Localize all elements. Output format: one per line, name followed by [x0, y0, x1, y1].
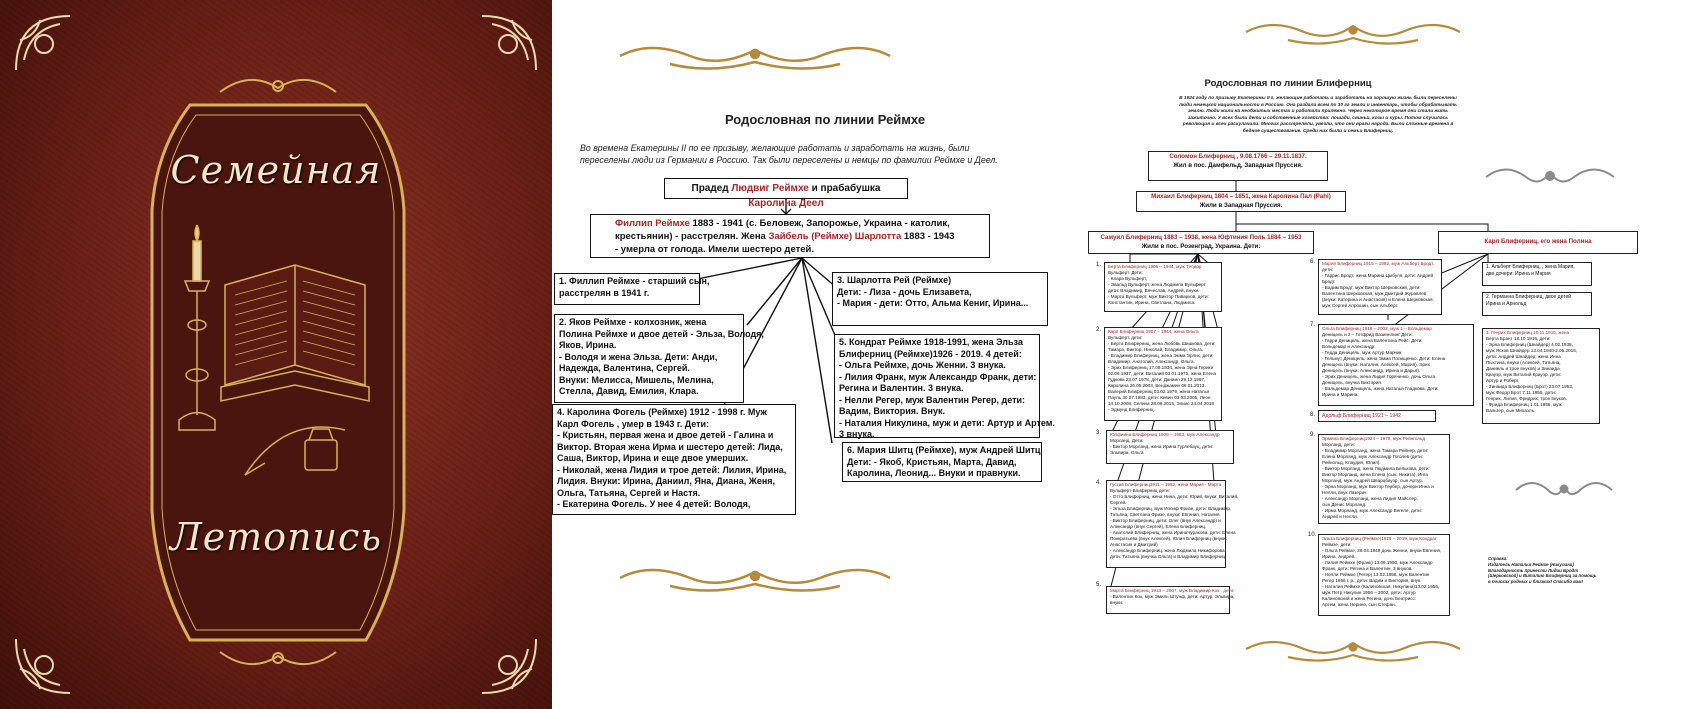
child-line: Вальтер, сын Михаэль.: [1486, 408, 1536, 413]
intro-line: Во времена Екатерины II по ее призыву, желающие работать и заработать на жизнь, были: [580, 143, 970, 153]
child-line: Стелла, Давид, Емилия, Клара.: [559, 386, 699, 396]
child-box-berta: [1104, 262, 1222, 312]
reference-note: [1488, 556, 1597, 585]
child-line: расстрелян в 1941 г.: [559, 287, 650, 298]
child-box-1: [554, 273, 710, 305]
child-line: Эрмина Блиферниц1924 – 1979, муж Рейнгольд: [1322, 436, 1426, 441]
child-box-2: [554, 314, 764, 403]
child-line: Юлфиина Блиферниц 1909 – 1983, муж Александр: [1110, 432, 1220, 437]
child-line: - Виктор Морланд, жена Людмила Белькова, дети:: [1322, 466, 1430, 471]
child-line: - Эрих Деницель, жена Лидия Горяченко, дочь Ольга: [1322, 374, 1436, 379]
child-box-3: [832, 272, 1048, 326]
child-line: 14.10.2008, Селина 28.08.2015, Элиас 24.04.2018: [1108, 401, 1214, 406]
child-line: дети: Андрей Шнайдер, жена Инна: [1486, 354, 1561, 359]
child-box-4: [552, 404, 796, 515]
child-line: - Виктор Морланд, жена Ирина Гурлебауц, дети:: [1110, 444, 1214, 449]
child-line: - Фрида Блиферниц 1.01.1956, муж: [1486, 402, 1562, 407]
child-line: Деницель (внуки: Александр, Ирина и Дарья).: [1322, 368, 1421, 373]
child-line: - Эвальд Вульферт, жена Людмила Вульферт,: [1108, 282, 1207, 287]
intro-line: зажиточно. У всех были дети и собственные хозяйства: лошади, свиньи, козы и куры. Потом случилась: [1187, 115, 1449, 121]
child-line: - Гарри Деницель, жена Валентина Рейс. Дети:: [1322, 338, 1423, 343]
child-line: - Нелли Реймхе (Регер) 13.02.1958, муж Валентин: [1322, 572, 1430, 577]
child-line: Регер 1956 г. р., дети: Вадим и Виктория, внук.: [1322, 578, 1422, 583]
child-line: - Марта Вульферт, муж Виктор Пиварков, дети:: [1108, 294, 1209, 299]
note-line: (Шерковской) и Виталию Блиферниц за помощь: [1488, 573, 1597, 579]
child-line: 3. Генрих Блиферниц 10.11.1915, жена: [1486, 330, 1570, 335]
child-line: Полина Реймхе и двое детей - Эльза, Володя,: [559, 328, 764, 339]
child-line: Блиферниц (Реймхе)1926 - 2019. 4 детей:: [839, 348, 1022, 359]
child-line: Регина и Валентин. 3 внука.: [839, 383, 964, 393]
book-candle-illustration-icon: [175, 215, 385, 485]
page-title: Родословная по линии Блиферниц: [1204, 78, 1372, 89]
child-line: - Эрна Блиферниц (Шнайдер) 4.02.1938,: [1486, 342, 1573, 347]
solomon-box: [1148, 151, 1328, 181]
child-line: Елена Морланд, муж Александр Гоголев (дети:: [1322, 454, 1423, 459]
child-line: дети:: [1322, 267, 1334, 272]
child-line: - Гельмут Деницель, жена Эмма Полищенко. Дети: Елена: [1322, 356, 1446, 361]
child-line: Карл Фогель , умер в 1943 г. Дети:: [557, 418, 710, 429]
child-line: Крауэр, муж Виталий Крауэр, дети:: [1486, 372, 1562, 377]
child-line: - Александр Морланд, жена Лидия Майслер,: [1322, 496, 1418, 501]
child-line: Эльза Блиферниц (Реймхе)1926 – 2019, муж Кондрат: [1322, 536, 1437, 541]
child-line: Густав Блиферниц1911 – 1982, жена Мария - Марта: [1110, 482, 1222, 487]
child-line: - Клара Вульферт,: [1108, 276, 1148, 281]
child-line: - Лилия Франк, муж Александр Франк, дети:: [839, 371, 1037, 382]
child-line: Эльвира, Ольга: [1110, 450, 1144, 455]
child-line: Анастасия и Дмитрий): [1110, 542, 1158, 547]
child-line: Вульферт, дети:: [1108, 335, 1143, 340]
child-line: 1. Альберт Блиферниц, , жена Мария,: [1486, 264, 1575, 270]
intro-line: бедное существование. Среди них были и семьи Блиферниц.: [1242, 128, 1394, 134]
main-name: Филлип Реймхе: [615, 218, 690, 229]
child-line: Владимир, Анатолий, Александр, Ольга.: [1108, 359, 1195, 364]
child-line: Деницель, внучка Виктория.: [1322, 380, 1383, 385]
child-line: - Отто Блиферниц, жена Нина, дети: Юрий, внуки: Виталий,: [1110, 494, 1239, 499]
child-line: Даниель и трое внуков) и Зинаида: [1486, 366, 1560, 371]
child-box-gustav: [1106, 480, 1239, 568]
child-line: - Вальдемар Деницель, жена Наталья Гладкова. Дети:: [1322, 386, 1439, 391]
child-line: - Гаррис Бродт, жена Марина Цыбуля, дети: Андрей: [1322, 273, 1434, 278]
child-line: Лидия. Внуки: Ирина, Даниил, Яна, Диана, Женя,: [557, 476, 776, 486]
child-line: - Александр Блиферниц, жена Людмила Никифорова: [1110, 548, 1225, 553]
child-line: 2. Германна Блиферниц, двое детей: [1486, 294, 1572, 300]
child-line: - Наталия Реймхе (Калиновская, Никулина)13.02.1956,: [1322, 584, 1440, 589]
child-line: Дети: - Якоб, Кристьян, Марта, Давид,: [847, 456, 1017, 467]
ancestor-line: Самуил Блиферниц 1883 – 1938, жена Юфтиния Поль 1884 – 1953: [1100, 234, 1302, 241]
child-line: Андрей и Нелли.: [1322, 514, 1358, 519]
ancestor-line: Карл Блиферниц, его жена Полина: [1484, 238, 1592, 245]
page-blifernitz: [1098, 0, 1689, 709]
child-line: Пыхтина, внуки (Алексей, Татьяна,: [1486, 360, 1561, 365]
note-line: в поисках родных и близких! Спасибо вам!: [1488, 579, 1583, 585]
child-line: Внуки: Мелисса, Мишель, Мелина,: [559, 374, 714, 385]
child-line: Вадим, Виктория. Внук.: [839, 406, 945, 416]
branch-number: 9.: [1310, 432, 1316, 438]
child-line: - Николай, жена Лидия и трое детей: Лилия, Ирина,: [557, 464, 787, 475]
child-line: 4. Каролина Фогель (Реймхе) 1912 - 1998 г. Муж: [557, 407, 767, 417]
child-line: Каролина 26.05.2003, Бенджамин 06.01.2013.: [1108, 383, 1206, 388]
child-line: - Мария - дети: Отто, Альма Кениг, Ирина...: [837, 298, 1029, 308]
intro-line: революция и всех раскулачили. Многих расстреляли, увезли, что они враги народа. Были сложные времена в: [1182, 122, 1454, 128]
child-line: - Нелли Регер, муж Валентин Регер, дети:: [839, 394, 1026, 405]
child-line: Деницель и 2 – Готфрид Вазиннлинг Дети:: [1322, 332, 1413, 337]
ancestor-box: [664, 178, 908, 209]
child-line: Вульферт. Дети:: [1108, 270, 1143, 275]
child-line: внуки.: [1110, 600, 1124, 605]
child-box-marta: [1106, 586, 1235, 614]
child-line: 3 внука.: [839, 429, 875, 439]
ancestor-mid: и прабабушка: [808, 183, 881, 194]
child-line: - Эрих Блиферниц 17.09.1934, жена Эрна Герике: [1108, 365, 1214, 370]
child-line: две дочери: Ирина и Мария: [1486, 271, 1551, 277]
ancestor-line: Жил в пос. Дамфельд, Западная Пруссия.: [1173, 161, 1303, 169]
samuil-box: [1088, 231, 1314, 254]
child-line: Понкратьева (внук Алексей), Юлия Блиферниц (внуки:: [1110, 536, 1227, 541]
main-text: крестьянин) - расстрелян. Жена: [615, 231, 769, 242]
child-box-5: [834, 334, 1055, 439]
child-line: Берта Блиферниц 1905 – 1944, муж Теодор: [1108, 264, 1202, 269]
child-line: Ольга, Татьяна, Сергей и Настя.: [557, 487, 701, 498]
child-line: - Ирма Морланд, муж Александр Вегеле, дети:: [1322, 508, 1423, 513]
branch-number: 8.: [1310, 412, 1316, 418]
child-line: Берта Брант 18.10.1916, дети:: [1486, 336, 1551, 341]
child-line: - Валентин Кох, муж Эмиль Штунф, дети: Артур, Эльвира,: [1110, 594, 1235, 599]
branch-number: 3.: [1096, 430, 1102, 436]
child-line: Татьяна, Светлана Фризе, внуки: Евгения, Наталия.: [1110, 512, 1221, 517]
child-line: дети: Владимир, Вячеслав, Андрей, внуки.: [1108, 288, 1200, 293]
child-line: (внуки: Катерина и Анастасия) и Елена Шерковская,: [1322, 297, 1434, 302]
child-line: Карл Блиферниц 1907 – 1944, жена Ольга: [1108, 329, 1199, 334]
main-wife-years: 1883 - 1943: [901, 231, 955, 242]
child-line: 5. Кондрат Реймхе 1918-1991, жена Эльза: [839, 337, 1023, 347]
mikhail-box: [1136, 191, 1346, 212]
child-line: Артур и Роберт.: [1486, 378, 1520, 383]
branch-number: 6.: [1310, 259, 1316, 265]
child-line: Ирина, Андрей.: [1322, 554, 1356, 559]
note-line: Благодарность принести Лидии Бродт: [1488, 567, 1579, 573]
intro-line: землю. Люди жили на необжитых местах и работали прилежно. Через некоторое время они стали жить: [1187, 109, 1449, 115]
main-text: 1883 - 1941 (с. Беловеж, Запорожье, Украина - католик,: [689, 218, 950, 229]
ancestor-line: Михаил Блиферниц 1804 – 1851, жена Каролина Пал (Pahl): [1151, 193, 1331, 200]
child-line: Франк, дети: Регина и Валентин, 3 внуков.: [1322, 566, 1413, 571]
child-line: Саша, Виктор, Ирина и еще двое умерших.: [557, 453, 749, 463]
ancestor-line: Жили в Западная Пруссия.: [1199, 201, 1283, 209]
ancestor-name-ludwig: Людвиг Реймхе: [731, 183, 809, 194]
child-line: Ирина и Марина.: [1322, 392, 1359, 397]
cover-title-bottom: Летопись: [169, 515, 383, 559]
branch-number: 10.: [1308, 532, 1317, 538]
child-box-olga: [1318, 324, 1474, 406]
child-line: - Володя и жена Эльза. Дети: Анди,: [559, 351, 718, 362]
child-box-yulfiina: [1106, 430, 1234, 464]
child-line: Каролина, Леонид... Внуки и правнуки.: [847, 468, 1021, 478]
page-title: Родословная по линии Реймхе: [724, 112, 926, 127]
child-line: - Берта Блиферниц, жена Любовь Шишкова, дети:: [1108, 341, 1216, 346]
note-line: Издатель Наталья Реймхе (Никулина): [1488, 561, 1574, 567]
child-line: Адольф Блиферниц 1921 – 1942: [1322, 413, 1402, 419]
child-line: Дети: - Лиза - дочь Елизавета,: [837, 286, 972, 297]
child-line: Гудкова 23.07.1978, дети: Даниил 29.12.1997,: [1108, 377, 1206, 382]
cover-title-top: Семейная: [170, 148, 382, 192]
child-line: - Ольга Реймхе, 26.04.1949 дочь Женни, внуки Евгения,: [1322, 548, 1442, 553]
branch-number: 7.: [1310, 322, 1316, 328]
child-line: Марта Блиферниц 1913 – 2007, муж Владимир Кох , дети:: [1110, 588, 1235, 593]
child-box-maria: [1318, 259, 1442, 315]
child-line: - Владимир Морланд, жена Тамара Рейнер, дети:: [1322, 448, 1429, 453]
karl-child-albert: [1482, 262, 1592, 286]
child-line: - Лилия Реймхе (Франк) 13.06.1950, муж Александр: [1322, 560, 1433, 565]
child-line: Нелли, внук Лазерич.: [1322, 490, 1368, 495]
child-line: Вольдемар и Александр.: [1322, 344, 1376, 349]
child-box-ermina: [1318, 434, 1450, 524]
child-line: Александр (внук Сергей), Елена Блиферниц.: [1110, 524, 1207, 529]
child-line: Артем, жена Нерине, сын Стефан.: [1322, 602, 1396, 607]
child-line: Генрих, Лилия, Фридрих, трое внуков.: [1486, 396, 1568, 401]
karl-child-genrikh: [1482, 328, 1600, 424]
branch-number: 4.: [1096, 480, 1102, 486]
ancestor-line: Соломон Блиферниц , 9.08.1766 – 29.11.1837.: [1169, 153, 1307, 160]
child-line: - Ольга Реймхе, дочь Женни. 3 внука.: [839, 360, 1006, 370]
branch-number: 1.: [1096, 262, 1102, 268]
note-line: Справка:: [1488, 556, 1508, 561]
child-line: - Вадим Бродт, муж Виктор Шерковский, дети:: [1322, 285, 1421, 290]
child-line: 02.06.1937, дети: Виталий 03.01.1975, жена Елена: [1108, 371, 1217, 376]
page-reimche: [552, 0, 1098, 709]
ancestor-line: Жили в пос. Розенград, Украина. Дети:: [1141, 243, 1261, 250]
intro-line: переселены люди из Германии в Россию. Так были переселены и немцы по фамилии Реймхе и Деел.: [580, 155, 998, 165]
child-line: Ирина и Арнольд: [1486, 301, 1527, 307]
child-line: - Екатерина Фогель. У нее 4 детей: Володя,: [557, 499, 751, 509]
child-line: Рейнольд, Клаудия, Юлия).: [1322, 460, 1381, 465]
child-line: Виктор Морланд, жена Елена (сын: Никита), Инга: [1322, 472, 1428, 477]
child-line: муж Сергей Апрошин, сын Альберт.: [1322, 303, 1399, 308]
child-line: - Эрна Морланд, муж Виктор Гербер, дочери Инна и: [1322, 484, 1434, 489]
ancestor-prefix: Прадед: [691, 183, 732, 194]
child-line: Надежда, Валентина, Сергей.: [559, 363, 690, 373]
child-line: 1. Филлип Реймхе - старший сын,: [559, 276, 710, 286]
child-line: Морланд, муж Андрей Шварцбауэр, сын Артур.: [1322, 478, 1424, 483]
child-box-adolf: [1318, 410, 1436, 422]
child-line: Валентина Шерковская, муж Дмитрий Журавлев: [1322, 291, 1427, 296]
book-cover: [0, 0, 552, 709]
child-line: Яков, Ирина.: [559, 340, 617, 350]
branch-number: 2.: [1096, 327, 1102, 333]
child-line: муж Петр Никулин 1956 – 2002, дети: Артур: [1322, 590, 1416, 595]
child-line: Виктор. Вторая жена Ирма и шестеро детей: Лида,: [557, 441, 783, 452]
child-line: Константин, Ирина, Светлана, Людмила.: [1108, 300, 1196, 305]
child-box-elza: [1318, 534, 1450, 616]
child-line: Мария Блиферниц 1915 – 1992, муж Альберт Бродт,: [1322, 261, 1435, 266]
child-line: Калиновский и жена Регина, дочь Беатрисс.: [1322, 596, 1417, 601]
child-line: - Анатолий Блиферниц, жена ИринаЧуракова, дети: Елена: [1110, 530, 1236, 535]
main-couple-box: [590, 214, 990, 258]
child-line: Морланд, дети:: [1322, 442, 1355, 447]
child-line: Пауль 30.07.1983, дети: Кевин 03.03.2005, Леон: [1108, 395, 1211, 400]
child-line: - Эльза Блиферниц, муж Иосиф Фризе, дети: Владимир,: [1110, 506, 1232, 511]
branch-number: 5.: [1096, 582, 1102, 588]
child-line: Тамара, Виктор, Николай, Владимир, Ольга.: [1108, 347, 1204, 352]
child-line: Бродт.: [1322, 279, 1336, 284]
child-line: Реймхе, дети:: [1322, 542, 1352, 547]
main-text: - умерла от голода. Имели шестеро детей.: [615, 244, 815, 255]
child-line: сын Денис Морланд.: [1322, 502, 1367, 507]
child-line: - Наталия Никулина, муж и дети: Артур и Артем.: [839, 417, 1055, 428]
ancestor-name-karolina: Каролина Деел: [748, 198, 824, 209]
child-line: - Виктор Блиферниц, дети: Олег (внук Александр) и: [1110, 518, 1221, 523]
child-line: муж Федор Брот 7.11.1955, дети:: [1486, 390, 1557, 395]
intro-line: В 1924 году по призыву Екатерины II г, желающие работать и заработать на хорошую жизнь были переселены: [1179, 96, 1457, 101]
child-line: - Эдмунд Блиферниц.: [1108, 407, 1155, 412]
child-line: - Зинаида Блиферниц (Брот) 23.07.1953,: [1486, 384, 1574, 389]
child-line: - Гедда Деницель, муж Артур Марчик: [1322, 350, 1402, 355]
child-line: Морланд. Дети:: [1110, 438, 1144, 443]
child-line: 6. Мария Шитц (Реймхе), муж Андрей Шитц: [847, 445, 1041, 455]
main-wife-name: Зайбель (Реймхе) Шарлотта: [768, 231, 902, 242]
child-box-6: [842, 442, 1042, 482]
child-line: дети: Татьяна (внучка Ольга) и Владимир Блиферниц.: [1110, 554, 1227, 559]
karl-child-germanna: [1482, 292, 1592, 316]
child-line: 2. Яков Реймхе - колхозник, жена: [559, 317, 707, 327]
karl-box: [1438, 231, 1638, 254]
child-line: Вульферт-Блиферниц дети:: [1110, 488, 1170, 493]
child-line: - Владимир Блиферниц, жена Эмма Эрлих, дети:: [1108, 353, 1214, 358]
child-line: муж Ясков Шнайдер 13.04.1940-2.05.2016,: [1486, 348, 1578, 353]
child-line: Валерий Блиферниц 03.02.1979, жена Наталья: [1108, 389, 1210, 394]
child-box-karl: [1104, 327, 1222, 421]
child-line: 3. Шарлотта Рей (Реймхе): [837, 275, 952, 285]
child-line: - Кристьян, первая жена и двое детей - Галина и: [557, 430, 774, 440]
child-line: Сергей.: [1110, 500, 1127, 505]
intro-line: люди немецкой национальности в Россию. Она раздала всем по 30 га земли и инвентарь, чтобы обрабатывать: [1179, 102, 1457, 108]
child-line: Ольга Блиферниц 1918 – 2002, муж 1 – Вольдемар: [1322, 326, 1432, 331]
child-line: Деницель (внуки: Наталия, Алексей, Мария), Эрих: [1322, 362, 1430, 367]
